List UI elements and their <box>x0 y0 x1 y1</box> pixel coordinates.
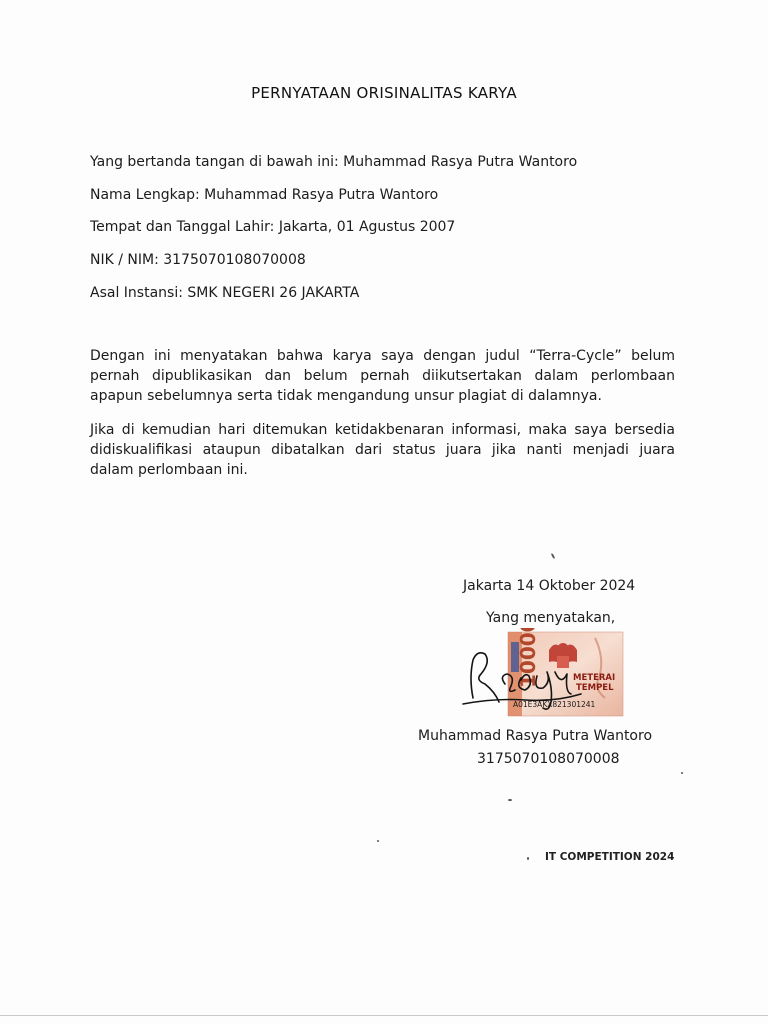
stamp-serial: A01E3AKX821301241 <box>513 700 596 709</box>
consequence-line-1: Jika di kemudian hari ditemukan ketidakbenaran informasi, maka saya bersedia <box>90 422 675 438</box>
consequence-line-2: didiskualifikasi ataupun dibatalkan dari status juara jika nanti menjadi juara <box>90 442 675 458</box>
place-date: Jakarta 14 Oktober 2024 <box>463 578 636 594</box>
statement-label: Yang menyatakan, <box>486 610 616 626</box>
scan-speck <box>377 840 379 842</box>
statement-line-3: apapun sebelumnya serta tidak mengandung unsur plagiat di dalamnya. <box>90 388 602 404</box>
signer-id-number: 3175070108070008 <box>477 751 620 767</box>
scan-speck <box>551 553 556 559</box>
scan-speck <box>508 799 512 801</box>
nik-line: NIK / NIM: 3175070108070008 <box>90 252 306 268</box>
signer-line: Yang bertanda tangan di bawah ini: Muhammad Rasya Putra Wantoro <box>90 154 578 170</box>
signer-name: Muhammad Rasya Putra Wantoro <box>418 728 653 744</box>
consequence-line-3: dalam perlombaan ini. <box>90 462 248 478</box>
stamp-label-bottom: TEMPEL <box>576 683 614 693</box>
birth-line: Tempat dan Tanggal Lahir: Jakarta, 01 Agustus 2007 <box>90 219 456 235</box>
footer-label: IT COMPETITION 2024 <box>545 851 675 863</box>
page-edge-line <box>0 1015 768 1016</box>
statement-line-1: Dengan ini menyatakan bahwa karya saya dengan judul “Terra-Cycle” belum <box>90 348 675 364</box>
consequence-paragraph <box>90 420 675 480</box>
document-title: PERNYATAAN ORISINALITAS KARYA <box>251 84 517 102</box>
meterai-stamp <box>455 628 630 718</box>
scan-speck <box>527 857 529 860</box>
scan-speck <box>681 772 683 774</box>
signature-stamp-area <box>455 628 630 718</box>
stamp-label-top: METERAI <box>573 673 616 683</box>
stamp-value: 10000 <box>516 628 540 688</box>
institution-line: Asal Instansi: SMK NEGERI 26 JAKARTA <box>90 285 360 301</box>
statement-paragraph <box>90 346 675 406</box>
statement-line-2: pernah dipublikasikan dan belum pernah diikutsertakan dalam perlombaan <box>90 368 675 384</box>
full-name-line: Nama Lengkap: Muhammad Rasya Putra Wantoro <box>90 187 439 203</box>
